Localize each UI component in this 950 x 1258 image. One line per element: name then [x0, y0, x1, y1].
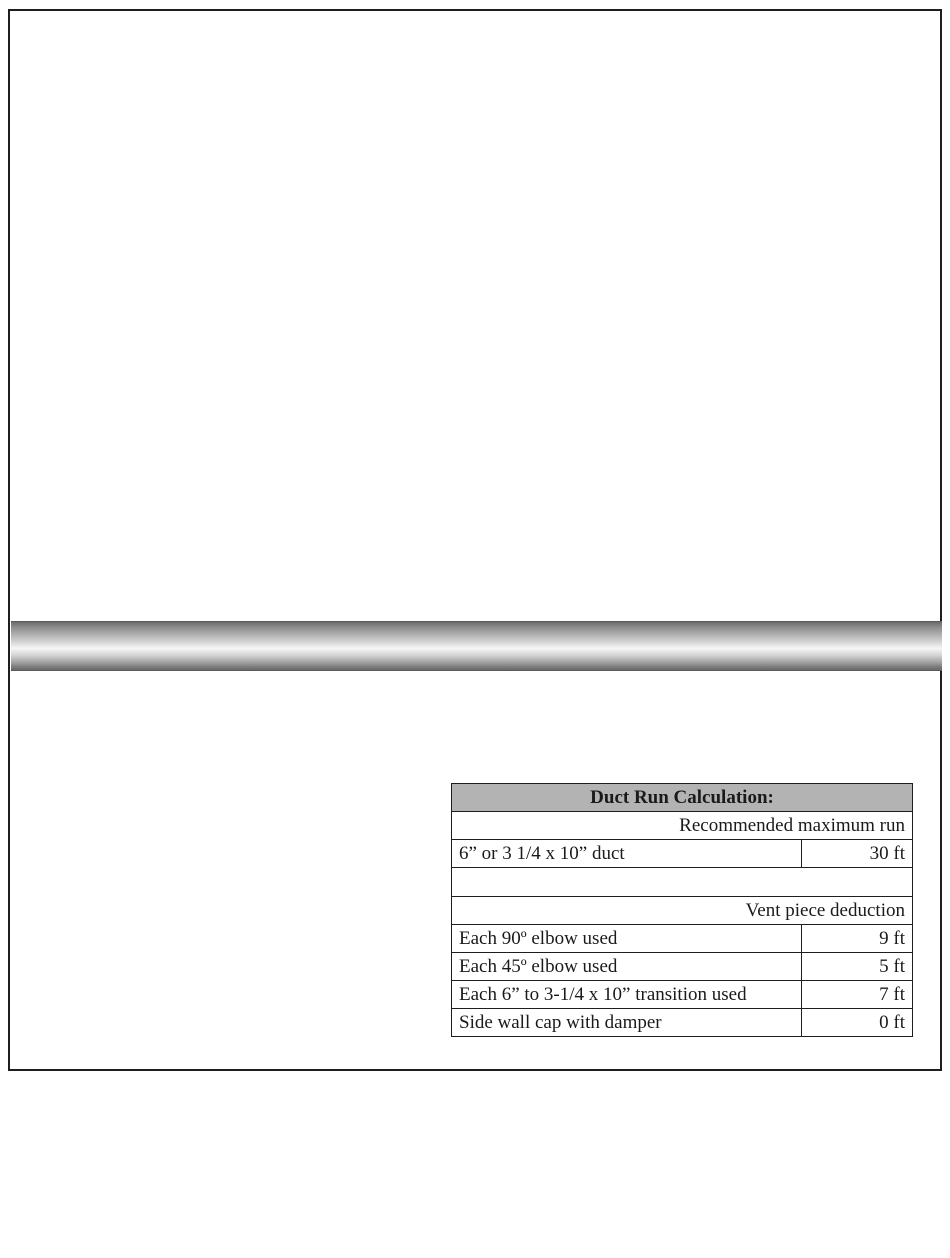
row-value: 0 ft — [802, 1009, 913, 1037]
table-row — [452, 981, 913, 1009]
table-row-blank — [452, 868, 913, 897]
row-label: Each 45º elbow used — [452, 953, 802, 981]
section-heading-max-run: Recommended maximum run — [452, 812, 913, 840]
row-label: Side wall cap with damper — [452, 1009, 802, 1037]
table-row — [452, 953, 913, 981]
row-label: Each 90º elbow used — [452, 925, 802, 953]
row-value: 7 ft — [802, 981, 913, 1009]
row-label: Each 6” to 3-1/4 x 10” transition used — [452, 981, 802, 1009]
table-row — [452, 925, 913, 953]
row-value: 30 ft — [802, 840, 913, 868]
row-value: 9 ft — [802, 925, 913, 953]
row-value: 5 ft — [802, 953, 913, 981]
row-label: 6” or 3 1/4 x 10” duct — [452, 840, 802, 868]
table-header-row — [452, 784, 913, 812]
table-row — [452, 812, 913, 840]
table-title: Duct Run Calculation: — [452, 784, 913, 812]
duct-run-calculation-table — [451, 783, 913, 1037]
table-row — [452, 897, 913, 925]
section-divider-bar — [11, 621, 942, 671]
table-row — [452, 1009, 913, 1037]
section-heading-deduction: Vent piece deduction — [452, 897, 913, 925]
table-row — [452, 840, 913, 868]
blank-cell — [452, 868, 913, 897]
